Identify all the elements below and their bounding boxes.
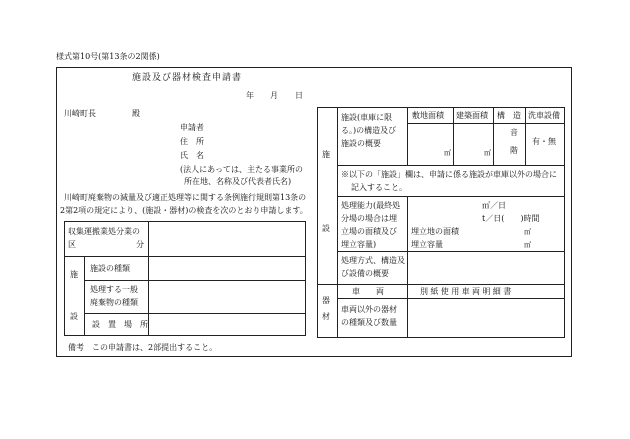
washing-value: 有・無: [532, 137, 556, 146]
landfill-volume-unit: ㎥: [524, 241, 531, 249]
equipment-label: 器: [322, 296, 330, 305]
equipment-label-2: 材: [322, 312, 330, 321]
landfill-volume-label: 埋立容量: [411, 240, 443, 249]
body-text-line-2: 2第2項の規定により、(施設・器材)の検査を次のとおり申請します。: [60, 206, 308, 215]
capacity-label-3: 立場の面積及び: [341, 227, 397, 236]
form-title: 施設及び器材検査申請書: [132, 73, 243, 83]
applicant-corp-note-2: 所在地、名称及び代表者氏名): [184, 177, 292, 186]
left-table: [64, 221, 306, 336]
capacity-unit-t: t／日( )時間: [482, 214, 540, 223]
right-table-divider: [337, 298, 565, 299]
body-text-line-1: 川崎町廃棄物の減量及び適正処理等に関する条例施行規則第13条の: [64, 193, 307, 202]
structure-label: 施設(車庫に限: [341, 113, 393, 122]
right-table-divider: [407, 196, 408, 284]
facility-note: ※以下の「施設」欄は、申請に係る施設が車庫以外の場合に: [341, 170, 557, 179]
capacity-label: 処理能力(最終処: [341, 201, 401, 210]
right-table-divider: [317, 284, 565, 285]
right-facility-label: 施: [322, 150, 330, 159]
vehicle-label: 車 両: [352, 287, 384, 296]
applicant-address-label: 住 所: [180, 137, 204, 146]
waste-type-label: 処理する一般: [90, 285, 138, 294]
header-building-area: 建築面積: [456, 111, 488, 120]
floors-label: 音: [510, 128, 518, 137]
applicant-label: 申請者: [180, 123, 204, 132]
applicant-name-label: 氏 名: [180, 151, 204, 160]
location-label: 設 置 場 所: [92, 320, 148, 329]
form-number: 様式第10号(第13条の2関係): [56, 52, 160, 61]
right-table-divider: [337, 196, 565, 197]
waste-type-label-2: 廃棄物の種類: [90, 298, 138, 307]
right-table-divider: [337, 251, 565, 252]
other-equipment-label: 車両以外の器材: [341, 305, 397, 314]
right-table-divider: [407, 107, 408, 165]
left-facility-label: 施: [70, 270, 78, 279]
left-table-divider: [64, 256, 306, 257]
left-table-divider: [84, 280, 306, 281]
date-day-label: 日: [295, 91, 303, 100]
right-table-divider: [453, 107, 454, 165]
structure-label-3: 施設の概要: [341, 139, 381, 148]
left-table-divider: [84, 313, 306, 314]
remarks-label: 備考: [68, 343, 84, 352]
date-month-label: 月: [270, 91, 278, 100]
right-table-divider: [337, 107, 338, 338]
left-table-divider: [84, 256, 85, 336]
right-facility-label-2: 設: [322, 224, 330, 233]
left-table-divider: [148, 221, 149, 336]
method-label-2: び設備の概要: [341, 269, 389, 278]
collection-class-ku: 区: [68, 240, 76, 249]
right-table-divider: [407, 298, 408, 338]
capacity-label-2: 分場の場合は埋: [341, 214, 397, 223]
addressee-name: 川崎町長: [64, 109, 96, 118]
right-table-divider: [337, 165, 565, 166]
building-area-unit: ㎡: [484, 149, 491, 157]
site-area-unit: ㎡: [444, 149, 451, 157]
date-year-label: 年: [246, 91, 254, 100]
header-site-area: 敷地面積: [412, 111, 444, 120]
facility-type-label: 施設の種類: [90, 264, 130, 273]
addressee-honorific: 殿: [132, 109, 140, 118]
right-table-divider: [407, 284, 408, 298]
capacity-label-4: 埋立容量): [341, 240, 377, 249]
method-label: 処理方式、構造及: [341, 256, 405, 265]
collection-class-label: 収集運搬業処分業の: [68, 227, 140, 236]
facility-note-2: 記入すること。: [351, 183, 407, 192]
landfill-area-unit: ㎡: [524, 228, 531, 236]
right-table-divider: [493, 107, 494, 165]
collection-class-bun: 分: [136, 240, 144, 249]
capacity-unit-m3: ㎥／日: [482, 201, 506, 210]
landfill-area-label: 埋立地の面積: [411, 227, 459, 236]
header-structure: 構 造: [497, 111, 521, 120]
right-table-divider: [407, 123, 565, 124]
floors-label-2: 階: [510, 146, 518, 155]
right-table-divider: [525, 107, 526, 165]
applicant-corp-note: (法人にあっては、主たる事業所の: [180, 165, 304, 174]
header-washing: 洗車設備: [528, 111, 560, 120]
other-equipment-label-2: の種類及び数量: [341, 318, 397, 327]
left-facility-label-2: 設: [70, 312, 78, 321]
remarks-text: この申請書は、2部提出すること。: [92, 343, 218, 352]
vehicle-detail: 別紙使用車両明細書: [420, 287, 514, 296]
structure-label-2: る。)の構造及び: [341, 126, 397, 135]
